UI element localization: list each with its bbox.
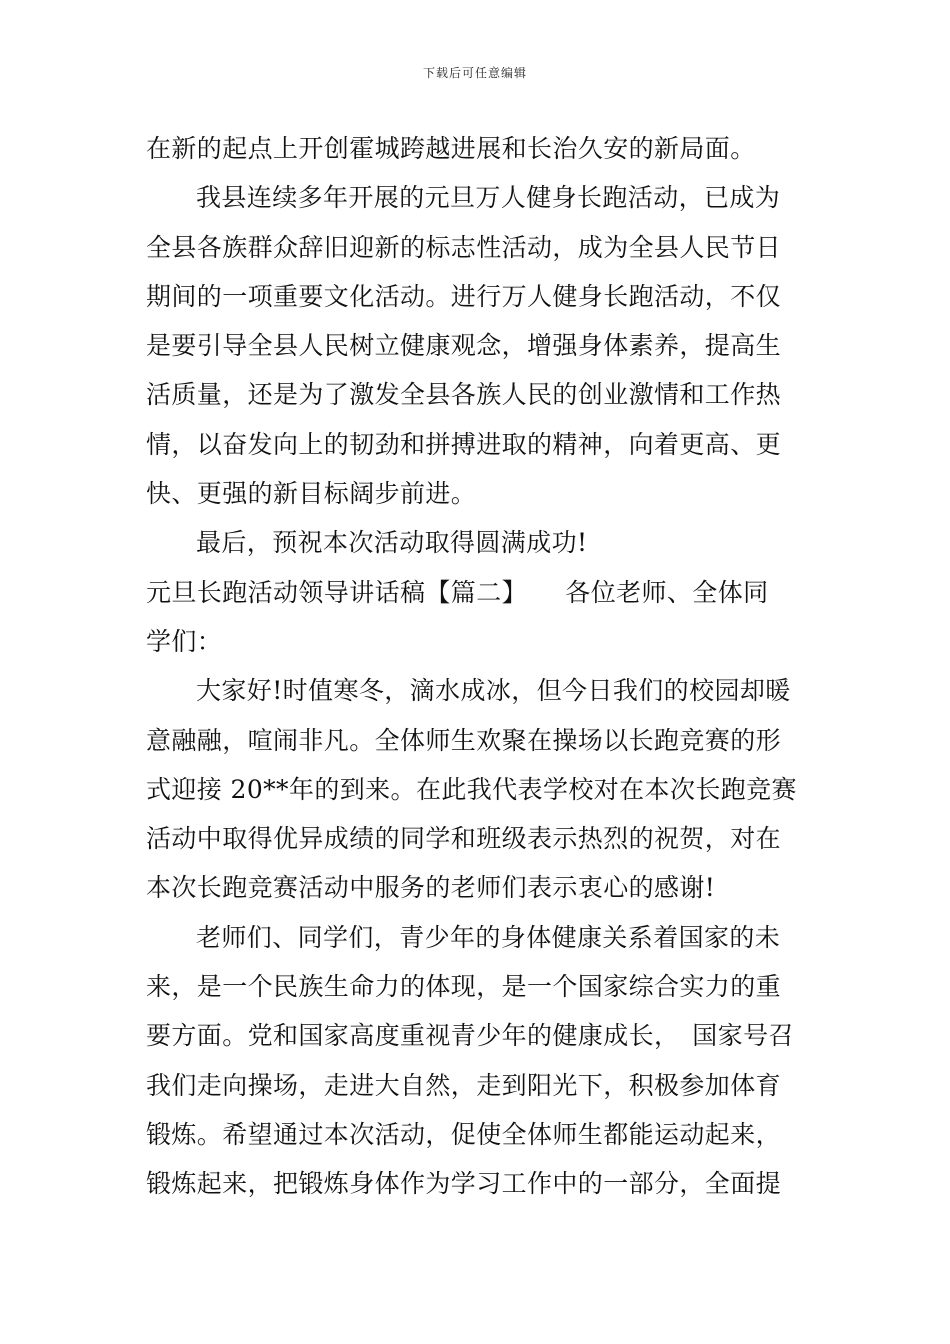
document-body bbox=[146, 124, 810, 1209]
page-header: 下载后可任意编辑 bbox=[422, 66, 527, 80]
text-line: 是要引导全县人民树立健康观念，增强身体素养，提高生 bbox=[146, 331, 782, 361]
paragraph-start-line: 我县连续多年开展的元旦万人健身长跑活动，已成为 bbox=[196, 183, 781, 213]
text-line: 快、更强的新目标阔步前进。 bbox=[146, 479, 477, 509]
text-line: 期间的一项重要文化活动。进行万人健身长跑活动，不仅 bbox=[146, 281, 782, 311]
text-line: 本次长跑竞赛活动中服务的老师们表示衷心的感谢! bbox=[146, 873, 716, 903]
text-line: 锻炼。希望通过本次活动，促使全体师生都能运动起来， bbox=[146, 1119, 782, 1149]
text-line: 锻炼起来，把锻炼身体作为学习工作中的一部分，全面提 bbox=[146, 1169, 782, 1199]
text-line: 式迎接 20**年的到来。在此我代表学校对在本次长跑竞赛 bbox=[146, 774, 797, 804]
paragraph-start-line: 大家好!时值寒冬，滴水成冰，但今日我们的校园却暖 bbox=[196, 676, 791, 706]
text-line: 要方面。党和国家高度重视青少年的健康成长， 国家号召 bbox=[146, 1021, 794, 1051]
section-heading-line: 元旦长跑活动领导讲话稿【篇二】 各位老师、全体同 bbox=[146, 577, 769, 607]
text-line: 我们走向操场，走进大自然，走到阳光下，积极参加体育 bbox=[146, 1070, 782, 1100]
paragraph-start-line: 老师们、同学们，青少年的身体健康关系着国家的未 bbox=[196, 922, 781, 952]
text-line: 全县各族群众辞旧迎新的标志性活动，成为全县人民节日 bbox=[146, 232, 782, 262]
paragraph-start-line: 最后，预祝本次活动取得圆满成功! bbox=[196, 528, 588, 558]
text-line: 在新的起点上开创霍城跨越进展和长治久安的新局面。 bbox=[146, 134, 756, 163]
text-line: 情，以奋发向上的韧劲和拼搏进取的精神，向着更高、更 bbox=[146, 429, 782, 459]
text-line: 来，是一个民族生命力的体现，是一个国家综合实力的重 bbox=[146, 972, 782, 1002]
text-line: 学们： bbox=[146, 626, 223, 656]
text-line: 活质量，还是为了激发全县各族人民的创业激情和工作热 bbox=[146, 380, 782, 410]
text-line: 意融融，喧闹非凡。全体师生欢聚在操场以长跑竞赛的形 bbox=[146, 725, 782, 755]
text-line: 活动中取得优异成绩的同学和班级表示热烈的祝贺，对在 bbox=[146, 824, 782, 854]
